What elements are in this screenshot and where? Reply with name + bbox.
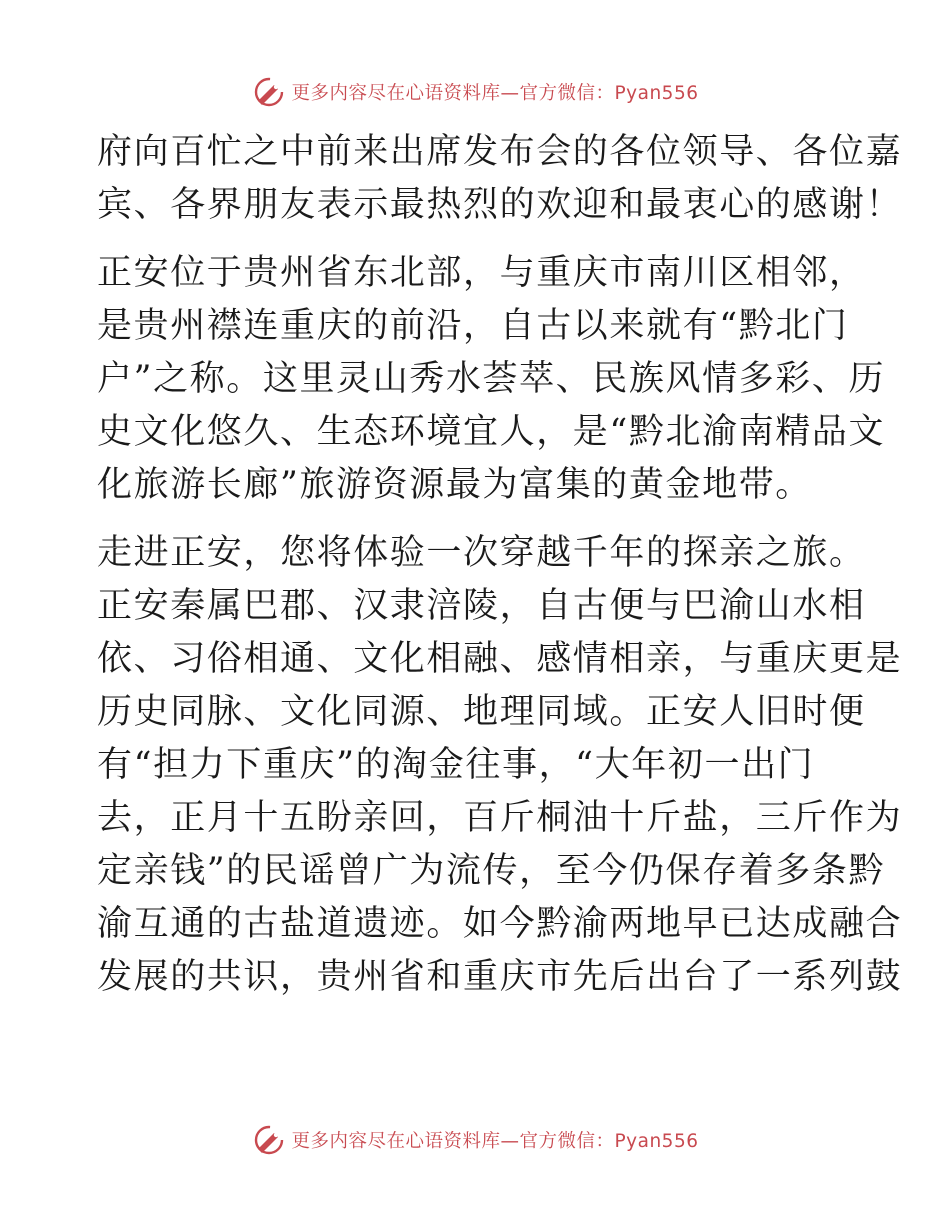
paragraph xyxy=(97,126,903,232)
footer-banner xyxy=(0,1120,950,1160)
text-line: 正安位于贵州省东北部，与重庆市南川区相邻， xyxy=(97,253,866,293)
footer-banner-text: 更多内容尽在心语资料库—官方微信：Pyan556 xyxy=(291,1131,699,1152)
text-line: 定亲钱”的民谣曾广为流传，至今仍保存着多条黔 xyxy=(97,851,886,891)
document-body xyxy=(97,126,903,1004)
text-line: 宾、各界朋友表示最热烈的欢迎和最衷心的感谢！ xyxy=(97,185,903,225)
text-line: 有“担力下重庆”的淘金往事，“大年初一出门 xyxy=(97,745,815,785)
text-line: 府向百忙之中前来出席发布会的各位领导、各位嘉 xyxy=(97,132,903,172)
paragraph xyxy=(97,527,903,1004)
text-line: 渝互通的古盐道遗迹。如今黔渝两地早已达成融合 xyxy=(97,904,903,944)
header-banner xyxy=(0,72,950,112)
pen-nib-swirl-icon xyxy=(252,1123,286,1157)
text-line: 发展的共识，贵州省和重庆市先后出台了一系列鼓 xyxy=(97,957,903,997)
text-line: 去，正月十五盼亲回，百斤桐油十斤盐，三斤作为 xyxy=(97,798,903,838)
text-line: 历史同脉、文化同源、地理同域。正安人旧时便 xyxy=(97,692,866,732)
header-banner-text: 更多内容尽在心语资料库—官方微信：Pyan556 xyxy=(291,83,699,104)
text-line: 正安秦属巴郡、汉隶涪陵，自古便与巴渝山水相 xyxy=(97,586,866,626)
text-line: 户”之称。这里灵山秀水荟萃、民族风情多彩、历 xyxy=(97,359,886,399)
text-line: 史文化悠久、生态环境宜人，是“黔北渝南精品文 xyxy=(97,412,886,452)
paragraph xyxy=(97,247,886,512)
text-line: 化旅游长廊”旅游资源最为富集的黄金地带。 xyxy=(97,465,812,505)
text-line: 走进正安，您将体验一次穿越千年的探亲之旅。 xyxy=(97,533,866,573)
text-line: 是贵州襟连重庆的前沿，自古以来就有“黔北门 xyxy=(97,306,849,346)
pen-nib-swirl-icon xyxy=(252,75,286,109)
text-line: 依、习俗相通、文化相融、感情相亲，与重庆更是 xyxy=(97,639,903,679)
